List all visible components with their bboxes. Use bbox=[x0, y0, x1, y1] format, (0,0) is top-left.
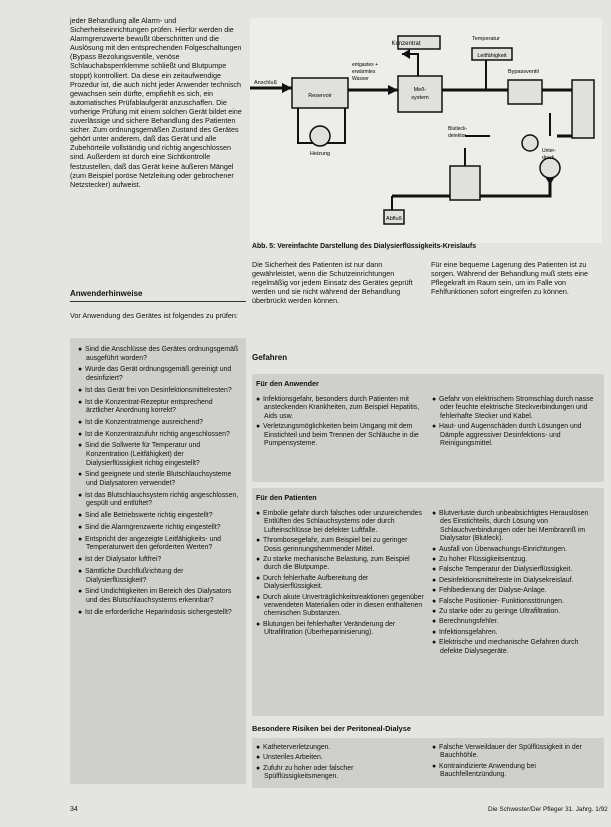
list-item: ● Katheterverletzungen. bbox=[256, 744, 331, 751]
list-item: ● Falsche Temperatur der Dialysierflüssigkeit. bbox=[432, 566, 573, 574]
list-item: ● Ausfall von Überwachungs-Einrichtungen. bbox=[432, 545, 567, 553]
list-item: ● Durch akute Unverträglichkeitsreaktionen gegenüber verwendeten Materialien oder in diesen enthaltenen chemischen Substanzen. bbox=[256, 593, 424, 618]
list-item: ● Blutungen bei fehlerhafter Veränderung der Ultrafiltration (Überheparinisierung). bbox=[256, 620, 396, 637]
section-divider bbox=[70, 301, 246, 302]
gefahren-heading: Gefahren bbox=[252, 353, 288, 362]
list-item: ● Blutverluste durch unbeabsichtigtes Herauslösen des Einstichteils, durch Lösung von Schlauchverbindungen oder bei Membranriß im Dialysator (Blutleck). bbox=[432, 510, 589, 543]
peritoneal-col-1 bbox=[256, 744, 424, 784]
intro-paragraph: jeder Behandlung alle Alarm- und Sicherheitseinrichtungen prüfen. Hierfür werden die Alarmgrenzwerte bewußt überschritten und die Auslösung mit den entsprechenden Folgeschaltungen (Bypass Bezolungsventile, venöse Schlauchabsperrklemme schließt und Blutpumpe stoppt) kontrolliert. Da diese ein zeitaufwendige Prozedur ist, die auch nicht jeder Anwender technisch gewachsen sein dürfte, empfiehlt es sich, ein automatisches Prüfablaufgerät anzuschaffen. Die vorherige Prüfung mit einem solchen Gerät bildet eine zuverlässige und sichere Behandlung des Patienten sicher. Zum ordnungsgemäßen Zustand des Gerätes gehört unter anderem, daß das Gerät und alle Zubehörteile vollständig und richtig angeschlossen sind. Außerdem ist durch eine Sichtkontrolle festzustellen, daß das Gerät keine äußeren Mängel (zum Beispiel poröse Netzleitung oder gebrochener Netzstecker) aufweist. bbox=[70, 16, 242, 189]
list-item: ● Ist die Konzentratmenge ausreichend? bbox=[78, 418, 203, 426]
list-item: ● Desinfektionsmittelreste im Dialysekreislauf. bbox=[432, 576, 574, 584]
label-blutleck-1: Blutleck- bbox=[448, 126, 468, 132]
peritoneal-risk-box bbox=[252, 738, 604, 788]
list-item: ● Falsche Verweildauer der Spülflüssigkeit in der Bauchhöhle. bbox=[432, 744, 582, 760]
label-wasser-1: entgastes + bbox=[352, 62, 378, 68]
patient-col-1 bbox=[256, 510, 424, 640]
list-item: ● Ist das Gerät frei von Desinfektionsmittelresten? bbox=[78, 386, 232, 394]
list-item: ● Elektrische und mechanische Gefahren durch defekte Dialysegeräte. bbox=[432, 639, 579, 655]
list-item: ● Durch fehlerhafte Aufbereitung der Dialysierflüssigkeit. bbox=[256, 574, 369, 591]
list-item: ● Berechnungsfehler. bbox=[432, 618, 499, 626]
list-item: ● Sind geeignete und sterile Blutschlauchsysteme und Dialysatoren verwendet? bbox=[78, 471, 232, 488]
label-konzentrat: Konzentrat bbox=[391, 41, 421, 47]
patient-col-2 bbox=[432, 510, 600, 658]
list-item: ● Sämtliche Durchflußrichtung der Dialysierflüssigkeit? bbox=[78, 567, 184, 584]
anwenderhinweise-intro: Vor Anwendung des Gerätes ist folgendes zu prüfen: bbox=[70, 311, 238, 320]
journal-footer: Die Schwester/Der Pfleger 31. Jahrg. 1/92 bbox=[488, 806, 608, 813]
list-item: ● Fehlbedienung der Dialyse-Anlage. bbox=[432, 587, 547, 595]
list-item: ● Ist die erforderliche Heparindosis sichergestellt? bbox=[78, 608, 232, 616]
peritoneal-heading: Besondere Risiken bei der Peritoneal-Dialyse bbox=[252, 724, 411, 733]
list-item: ● Haut- und Augenschäden durch Lösungen und Dämpfe aggressiver Desinfektions- und Reinigungsmittel. bbox=[432, 423, 582, 448]
label-anschluss: Anschluß bbox=[254, 80, 277, 86]
peritoneal-col-2 bbox=[432, 744, 600, 782]
anwenderhinweise-heading: Anwenderhinweise bbox=[70, 289, 143, 298]
label-unterdruck-1: Unter- bbox=[542, 148, 556, 154]
list-item: ● Sind die Sollwerte für Temperatur und Konzentration (Leitfähigkeit) der Dialysierflüssigkeit richtig eingestellt? bbox=[78, 442, 201, 467]
list-item: ● Sind die Anschlüsse des Gerätes ordnungsgemäß ausgeführt worden? bbox=[78, 346, 239, 362]
label-mess-1: Meß- bbox=[413, 87, 427, 93]
label-unterdruck-2: druck bbox=[542, 155, 555, 161]
list-item: ● Unsteriles Arbeiten. bbox=[256, 754, 323, 762]
label-leitfaehigkeit: Leitfähigkeit bbox=[477, 53, 507, 59]
patient-heading: Für den Patienten bbox=[256, 493, 317, 502]
label-reservoir: Reservoir bbox=[308, 93, 332, 99]
list-item: ● Zu starke mechanische Belastung, zum Beispiel durch die Blutpumpe. bbox=[256, 556, 410, 572]
list-item: ● Entspricht der angezeigte Leitfähigkeits- und Temperaturwert den geforderten Werten? bbox=[78, 535, 221, 552]
label-blutleck-2: detektor bbox=[448, 133, 467, 139]
anwender-col-1 bbox=[256, 396, 424, 450]
checklist-box bbox=[70, 338, 246, 784]
dialysate-circuit-diagram bbox=[250, 18, 602, 243]
list-item: ● Gefahr von elektrischem Stromschlag durch nasse oder feuchte elektrische Steckverbindungen und fehlerhafte Stecker und Kabel. bbox=[432, 396, 594, 420]
label-mess-2: system bbox=[411, 95, 429, 101]
list-item: ● Thrombosegefahr, zum Beispiel bei zu geringer Dosis gerinnungshemmender Mittel. bbox=[256, 537, 408, 553]
list-item: ● Embolie gefahr durch falsches oder unzureichendes Entlüften des Schlauchsystems oder durch Lufteinschlüsse bei defekter Luftfalle. bbox=[256, 510, 422, 534]
page-number: 34 bbox=[70, 806, 78, 813]
safety-paragraph-1: Die Sicherheit des Patienten ist nur dann gewährleistet, wenn die Schutzeinrichtungen regelmäßig vor jedem Einsatz des Gerätes geprüft werden und sie nicht während der Behandlung überbrückt werden können. bbox=[252, 260, 413, 305]
list-item: ● Falsche Positionier- Funktionsstörungen. bbox=[432, 597, 564, 605]
label-heizung: Heizung bbox=[309, 151, 331, 157]
figure-caption: Abb. 5: Vereinfachte Darstellung des Dialysierflüssigkeits-Kreislaufs bbox=[252, 243, 477, 250]
anwender-heading: Für den Anwender bbox=[256, 379, 319, 388]
list-item: ● Zu hoher Flüssigkeitsentzug. bbox=[432, 556, 528, 564]
safety-paragraph-2: Für eine bequeme Lagerung des Patienten ist zu sorgen. Während der Behandlung muß stets eine Pflegekraft im Raum sein, um im Falle von Fehlfunktionen sofort eingreifen zu können. bbox=[431, 260, 589, 296]
list-item: ● Zu starke oder zu geringe Ultrafiltration. bbox=[432, 608, 561, 616]
list-item: ● Kontraindizierte Anwendung bei Bauchfellentzündung. bbox=[432, 762, 536, 779]
list-item: ● Infektionsgefahren. bbox=[432, 628, 498, 636]
list-item: ● Zufuhr zu hoher oder falscher Spülflüssigkeitsmengen. bbox=[256, 764, 354, 781]
label-wasser-2: erwärmtes bbox=[352, 69, 376, 75]
list-item: ● Sind Undichtigkeiten im Bereich des Dialysators und des Blutschlauchsystems erkennbar? bbox=[78, 588, 232, 604]
anwender-risk-box bbox=[252, 374, 604, 482]
list-item: ● Wurde das Gerät ordnungsgemäß gereinigt und desinfiziert? bbox=[78, 366, 232, 382]
label-temperatur: Temperatur bbox=[472, 36, 500, 42]
patient-risk-box bbox=[252, 488, 604, 716]
anwender-col-2 bbox=[432, 396, 600, 450]
list-item: ● Ist das Blutschlauchsystem richtig angeschlossen, gespült und entlüftet? bbox=[78, 491, 239, 508]
list-item: ● Verletzungsmöglichkeiten beim Umgang mit dem Einstichteil und beim Trennen der Schläuche in die Pumpensysteme. bbox=[256, 423, 419, 448]
label-abfluss: Abfluß bbox=[386, 216, 402, 222]
label-wasser-3: Wasser bbox=[352, 76, 369, 82]
list-item: ● Sind die Alarmgrenzwerte richtig eingestellt? bbox=[78, 523, 221, 531]
list-item: ● Ist der Dialysator luftfrei? bbox=[78, 556, 162, 564]
list-item: ● Ist die Konzentrat-Rezeptur entsprechend ärztlicher Anordnung korrekt? bbox=[78, 398, 213, 415]
label-bypassventil: Bypassventil bbox=[508, 69, 539, 75]
list-item: ● Sind alle Betriebswerte richtig eingestellt? bbox=[78, 512, 213, 520]
list-item: ● Ist die Konzentratzufuhr richtig angeschlossen? bbox=[78, 430, 230, 438]
list-item: ● Infektionsgefahr, besonders durch Patienten mit ansteckenden Krankheiten, zum Beispiel Hepatitis, Aids usw. bbox=[256, 396, 420, 420]
